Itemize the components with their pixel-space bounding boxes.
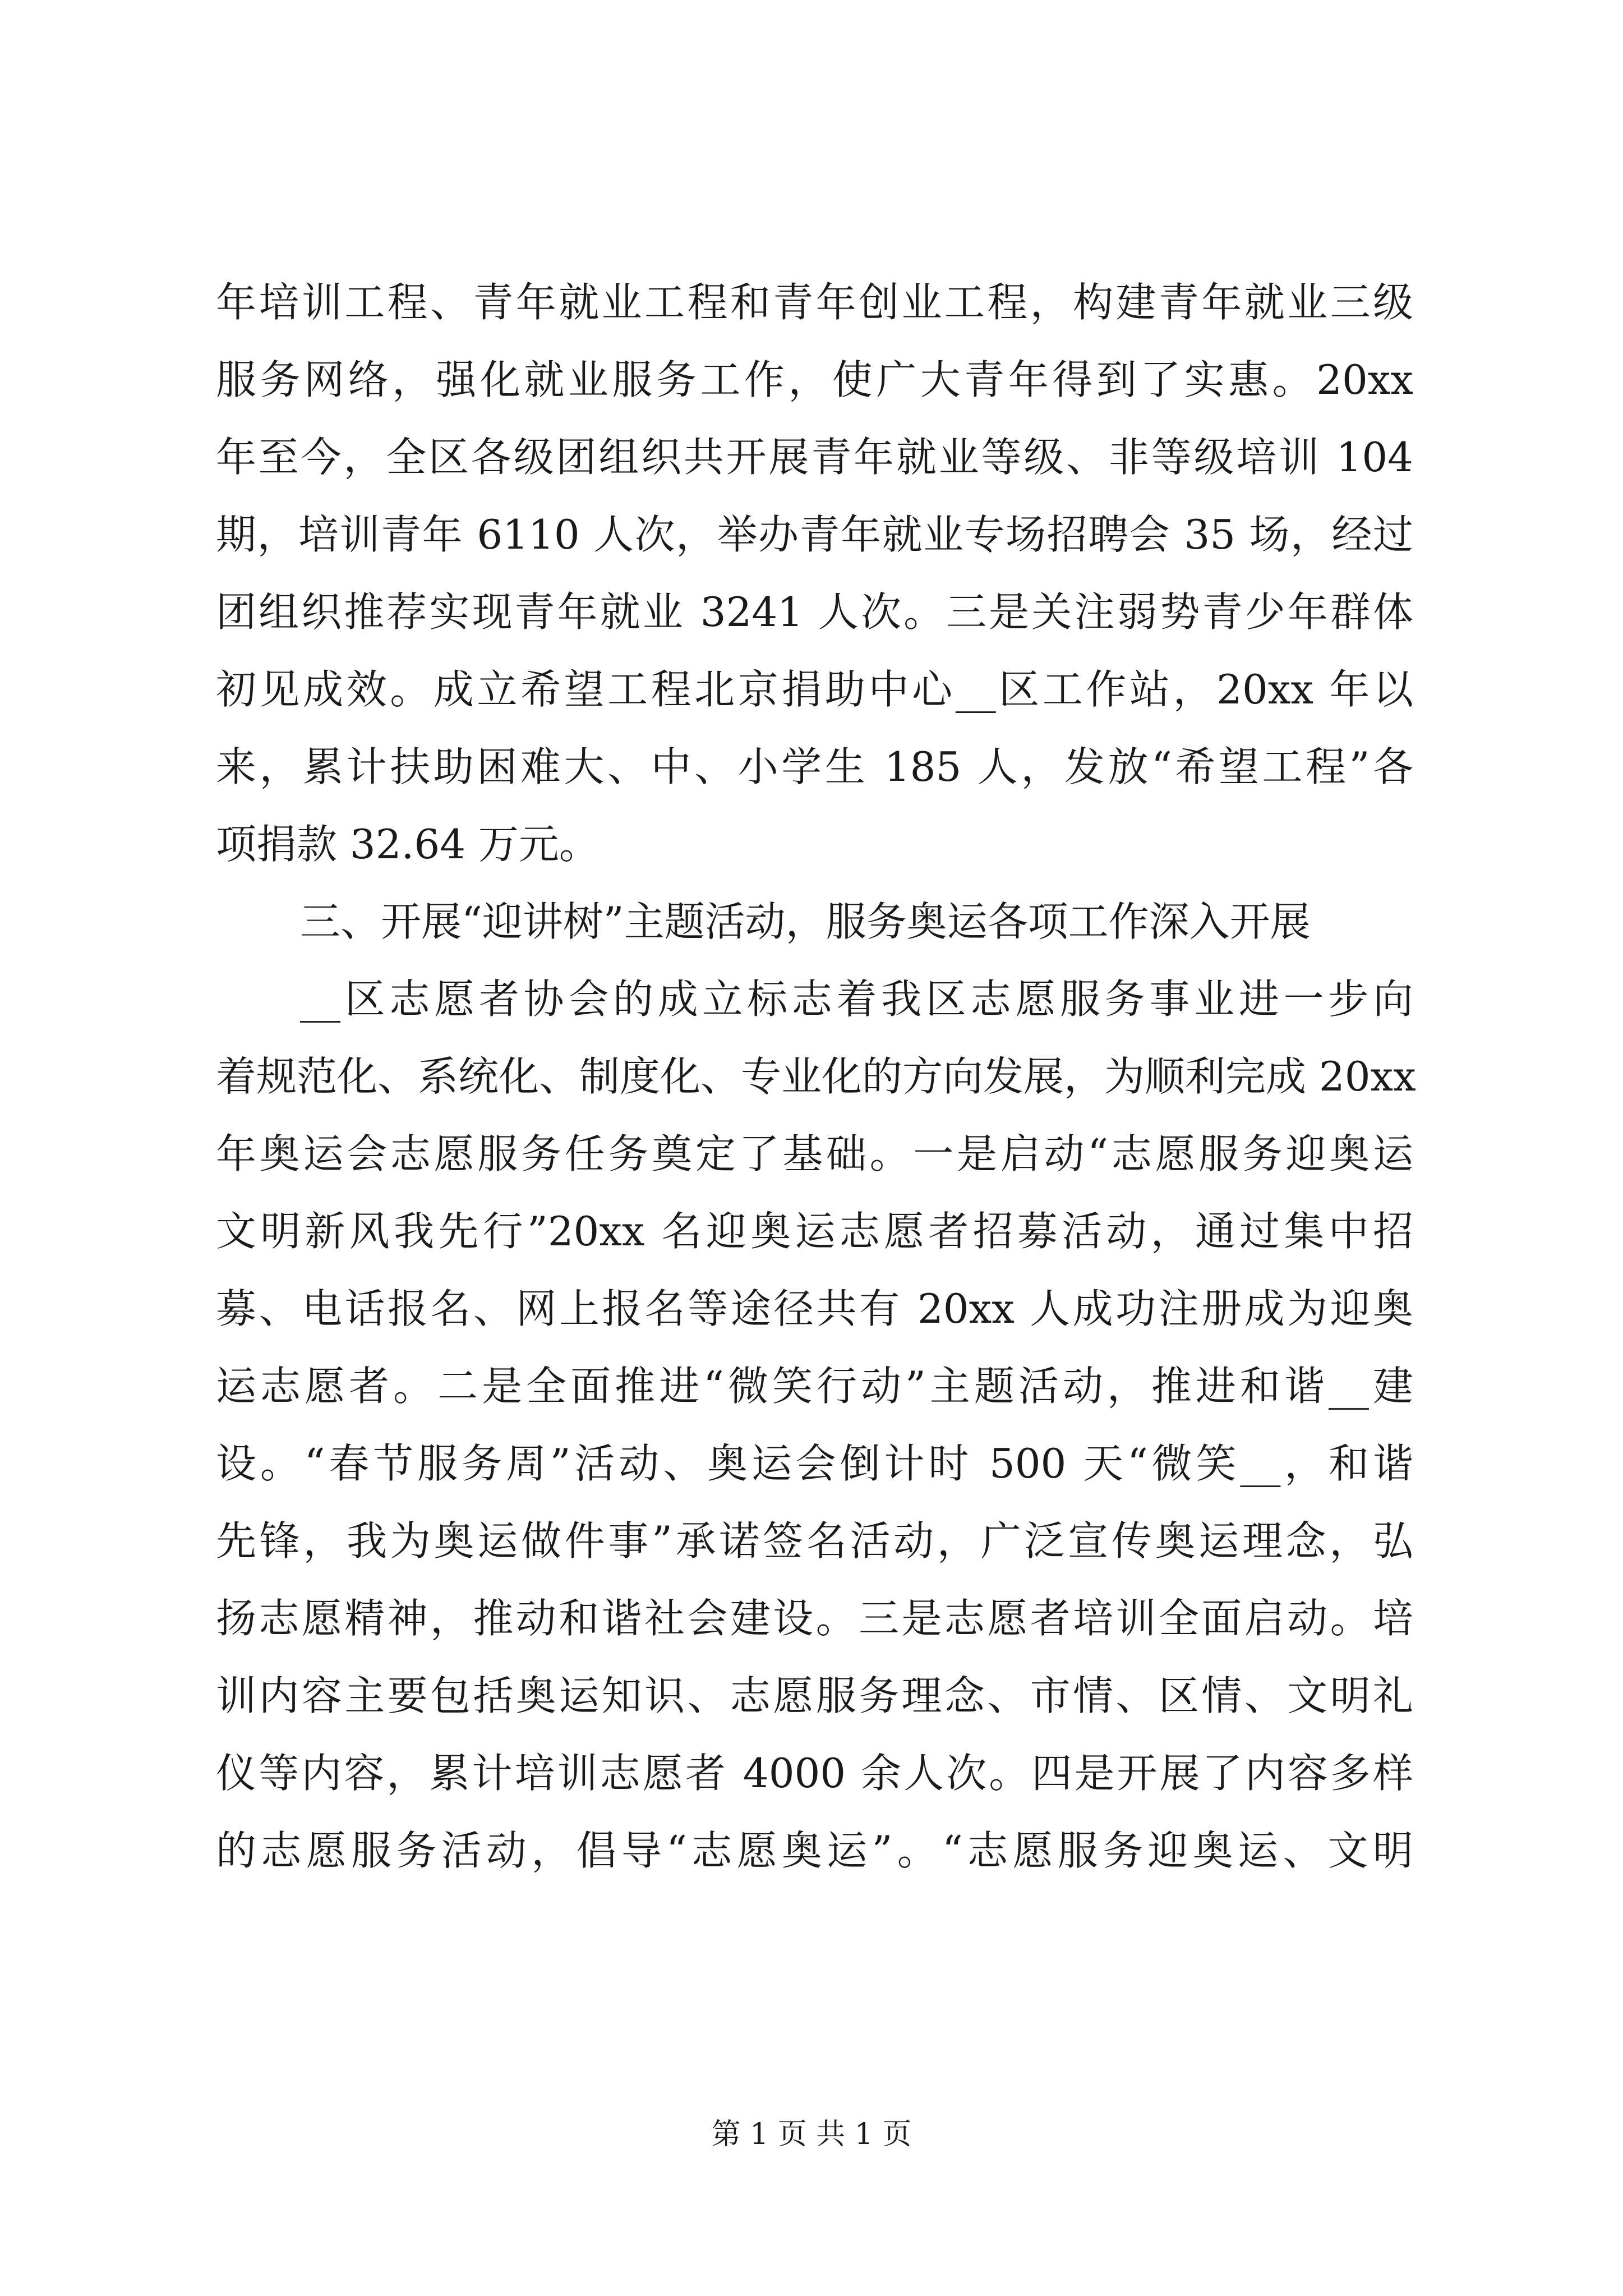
- paragraph-line: 扬志愿精神，推动和谐社会建设。三是志愿者培训全面启动。培: [216, 1595, 1413, 1642]
- paragraph-line: 期，培训青年 6110 人次，举办青年就业专场招聘会 35 场，经过: [216, 511, 1413, 558]
- paragraph-line: 年培训工程、青年就业工程和青年创业工程，构建青年就业三级: [216, 279, 1413, 326]
- paragraph-line: 的志愿服务活动，倡导“志愿奥运”。“志愿服务迎奥运、文明: [216, 1827, 1413, 1874]
- paragraph-line: 初见成效。成立希望工程北京捐助中心__区工作站，20xx 年以: [216, 666, 1413, 713]
- paragraph-line: 团组织推荐实现青年就业 3241 人次。三是关注弱势青少年群体: [216, 588, 1413, 636]
- paragraph-line: 年奥运会志愿服务任务奠定了基础。一是启动“志愿服务迎奥运: [216, 1130, 1413, 1177]
- paragraph-line: 着规范化、系统化、制度化、专业化的方向发展，为顺利完成 20xx: [216, 1053, 1416, 1100]
- paragraph-line: 服务网络，强化就业服务工作，使广大青年得到了实惠。20xx: [216, 356, 1413, 403]
- paragraph-line: 来，累计扶助困难大、中、小学生 185 人，发放“希望工程”各: [216, 743, 1413, 790]
- paragraph-line: 仪等内容，累计培训志愿者 4000 余人次。四是开展了内容多样: [216, 1750, 1413, 1797]
- paragraph-line: 项捐款 32.64 万元。: [216, 821, 600, 868]
- section-heading: 三、开展“迎讲树”主题活动，服务奥运各项工作深入开展: [300, 898, 1311, 945]
- paragraph-line: 运志愿者。二是全面推进“微笑行动”主题活动，推进和谐__建: [216, 1363, 1413, 1410]
- document-body: [216, 264, 1416, 1889]
- paragraph-line: 年至今，全区各级团组织共开展青年就业等级、非等级培训 104: [216, 434, 1413, 481]
- paragraph-line: 训内容主要包括奥运知识、志愿服务理念、市情、区情、文明礼: [216, 1672, 1413, 1719]
- paragraph-line: 先锋，我为奥运做件事”承诺签名活动，广泛宣传奥运理念，弘: [216, 1517, 1413, 1565]
- paragraph-line: 文明新风我先行”20xx 名迎奥运志愿者招募活动，通过集中招: [216, 1208, 1413, 1255]
- page-number-footer: 第 1 页 共 1 页: [711, 2118, 912, 2151]
- paragraph-line: 募、电话报名、网上报名等途径共有 20xx 人成功注册成为迎奥: [216, 1285, 1413, 1332]
- paragraph-line: 设。“春节服务周”活动、奥运会倒计时 500 天“微笑__，和谐: [216, 1440, 1413, 1487]
- paragraph-line: __区志愿者协会的成立标志着我区志愿服务事业进一步向: [300, 976, 1413, 1023]
